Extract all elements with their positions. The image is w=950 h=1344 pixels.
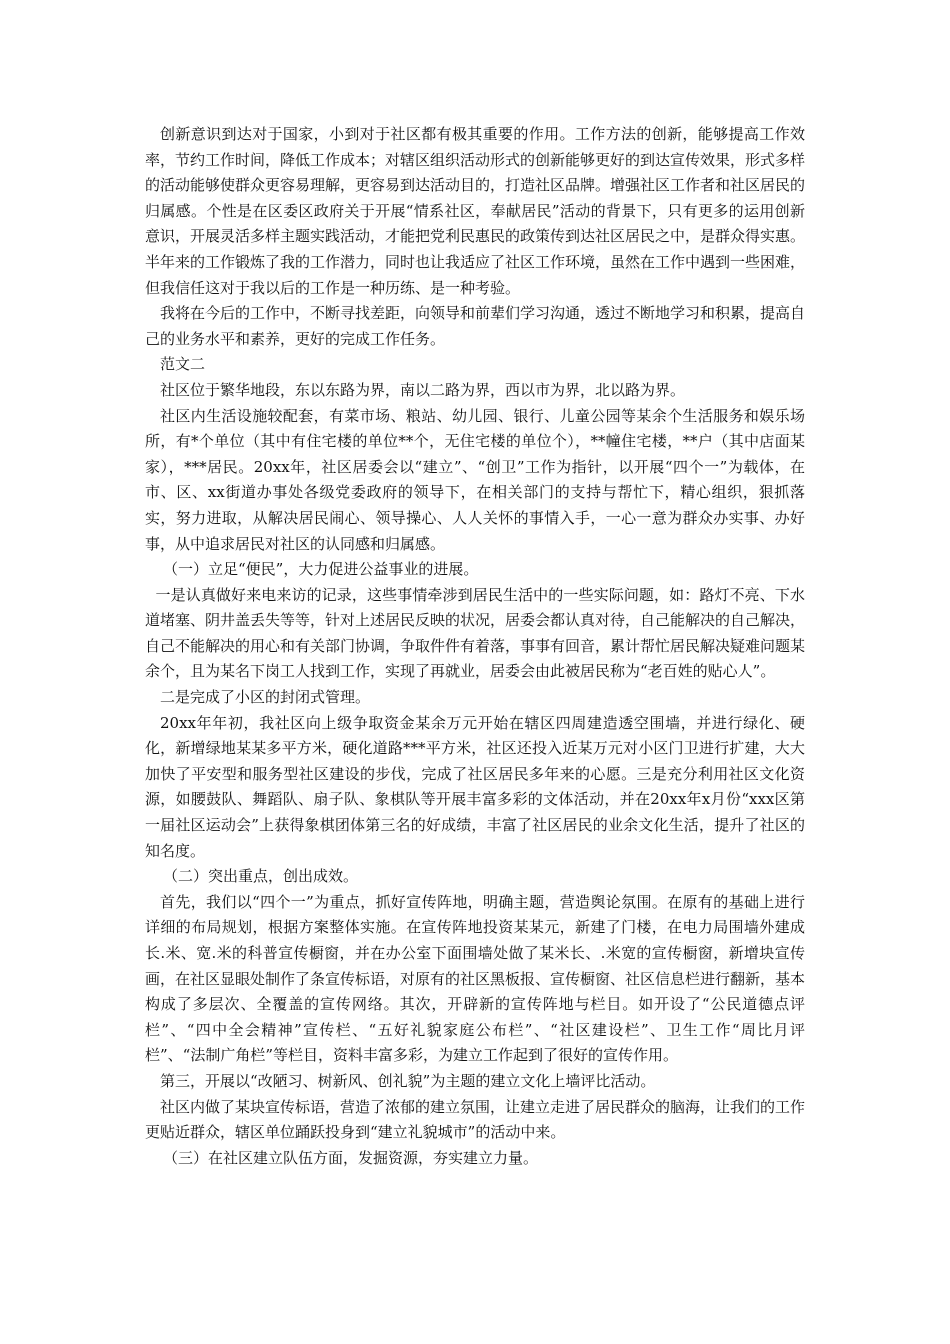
paragraph: 社区内生活设施较配套，有菜市场、粮站、幼儿园、银行、儿童公园等某余个生活服务和娱乐场所，有*个单位（其中有住宅楼的单位**个，无住宅楼的单位个），**幢住宅楼，**户（其中店面某家），***居民。20xx年，社区居委会以“建立”、“创卫”工作为指针，以开展“四个一”为载体，在市、区、xx街道办事处各级党委政府的领导下，在相关部门的支持与帮忙下，精心组织，狠抓落实，努力进取，从解决居民闹心、领导操心、人人关怀的事情入手，一心一意为群众办实事、办好事，从中追求居民对社区的认同感和归属感。 [145, 406, 805, 553]
document-body [145, 122, 805, 1171]
paragraph: 一是认真做好来电来访的记录，这些事情牵涉到居民生活中的一些实际问题，如：路灯不亮、下水道堵塞、阴井盖丢失等等，针对上述居民反映的状况，居委会都认真对待，自己能解决的自己解决，自己不能解决的用心和有关部门协调，争取件件有着落，事事有回音，累计帮忙居民解决疑难问题某余个，且为某名下岗工人找到工作，实现了再就业，居委会由此被居民称为“老百姓的贴心人”。 [145, 585, 806, 681]
paragraph: 社区内做了某块宣传标语，营造了浓郁的建立氛围，让建立走进了居民群众的脑海，让我们的工作更贴近群众，辖区单位踊跃投身到“建立礼貌城市”的活动中来。 [145, 1097, 806, 1142]
subsection-heading: （二）突出重点，创出成效。 [163, 867, 359, 886]
paragraph: 二是完成了小区的封闭式管理。 [160, 688, 371, 707]
section-heading: 范文二 [160, 355, 206, 374]
paragraph: 首先，我们以“四个一”为重点，抓好宣传阵地，明确主题，营造舆论氛围。在原有的基础上进行详细的布局规划，根据方案整体实施。在宣传阵地投资某某元，新建了门楼，在电力局围墙外建成长.米、宽.米的科普宣传橱窗，并在办公室下面围墙处做了某米长、.米宽的宣传橱窗，新增块宣传画，在社区显眼处制作了条宣传标语，对原有的社区黑板报、宣传橱窗、社区信息栏进行翻新，基本构成了多层次、全覆盖的宣传网络。其次，开辟新的宣传阵地与栏目。如开设了“公民道德点评栏”、“四中全会精神”宣传栏、“五好礼貌家庭公布栏”、“社区建设栏”、卫生工作“周比月评栏”、“法制广角栏”等栏目，资料丰富多彩，为建立工作起到了很好的宣传作用。 [145, 892, 806, 1065]
paragraph: 社区位于繁华地段，东以东路为界，南以二路为界，西以市为界，北以路为界。 [160, 380, 686, 399]
paragraph: 第三，开展以“改陋习、树新风、创礼貌”为主题的建立文化上墙评比活动。 [160, 1071, 656, 1090]
paragraph: 我将在今后的工作中，不断寻找差距，向领导和前辈们学习沟通，透过不断地学习和积累，提高自己的业务水平和素养，更好的完成工作任务。 [145, 304, 806, 348]
paragraph: 创新意识到达对于国家，小到对于社区都有极其重要的作用。工作方法的创新，能够提高工作效率，节约工作时间，降低工作成本；对辖区组织活动形式的创新能够更好的到达宣传效果，形式多样的活动能够使群众更容易理解，更容易到达活动目的，打造社区品牌。增强社区工作者和社区居民的归属感。个性是在区委区政府关于开展“情系社区，奉献居民”活动的背景下，只有更多的运用创新意识，开展灵活多样主题实践活动，才能把党利民惠民的政策传到达社区居民之中，是群众得实惠。半年来的工作锻炼了我的工作潜力，同时也让我适应了社区工作环境，虽然在工作中遇到一些困难，但我信任这对于我以后的工作是一种历练、是一种考验。 [145, 125, 806, 297]
subsection-heading: （一）立足“便民”，大力促进公益事业的进展。 [163, 560, 479, 579]
subsection-heading: （三）在社区建立队伍方面，发掘资源，夯实建立力量。 [163, 1148, 539, 1167]
paragraph: 20xx年年初，我社区向上级争取资金某余万元开始在辖区四周建造透空围墙，并进行绿化、硬化，新增绿地某某多平方米，硬化道路***平方米，社区还投入近某万元对小区门卫进行扩建，大大加快了平安型和服务型社区建设的步伐，完成了社区居民多年来的心愿。三是充分利用社区文化资源，如腰鼓队、舞蹈队、扇子队、象棋队等开展丰富多彩的文体活动，并在20xx年x月份“xxx区第一届社区运动会”上获得象棋团体第三名的好成绩，丰富了社区居民的业余文化生活，提升了社区的知名度。 [145, 713, 805, 860]
